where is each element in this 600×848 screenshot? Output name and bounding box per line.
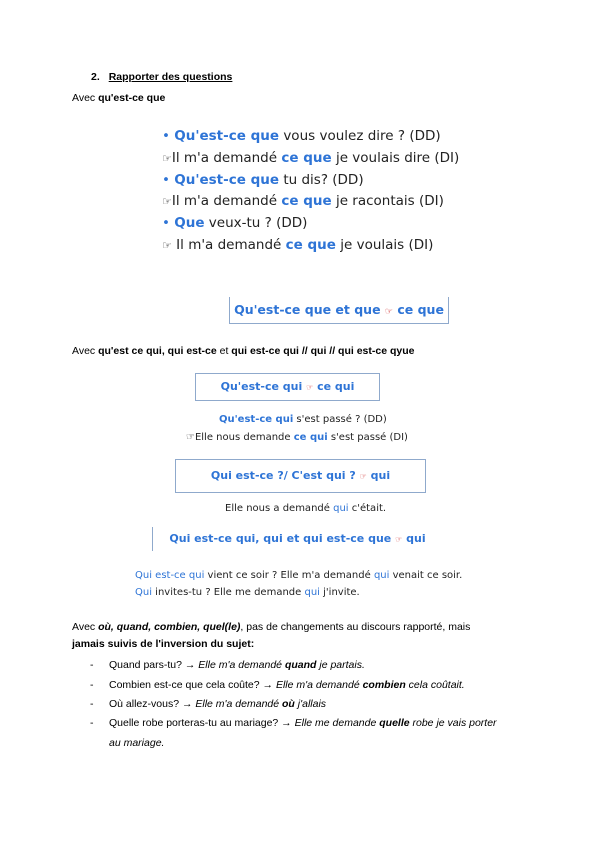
rule-box-1 xyxy=(229,297,449,324)
italic-text: Elle m'a demandé xyxy=(275,679,363,691)
section-heading xyxy=(91,71,232,83)
rule-text: Qui est-ce ?/ C'est qui ? xyxy=(210,469,360,482)
section-title: Rapporter des questions xyxy=(108,71,233,83)
rule-text: Qui est-ce qui, qui et qui est-ce que xyxy=(169,532,396,545)
text: je voulais dire (DI) xyxy=(331,150,460,166)
text: Avec xyxy=(72,621,99,633)
section-number: 2. xyxy=(91,71,100,83)
highlight: qui xyxy=(373,570,390,581)
text: Où allez-vous? → xyxy=(109,698,196,710)
intro-bold: qu'est-ce que xyxy=(98,92,166,104)
dash: - xyxy=(90,698,94,710)
paragraph-line-2 xyxy=(72,638,254,650)
intro-text: et xyxy=(216,345,232,357)
italic-text: Elle m'a demandé xyxy=(198,659,285,671)
text: s'est passé (DI) xyxy=(327,432,408,443)
example-line xyxy=(162,193,444,209)
text: venait ce soir. xyxy=(389,570,463,581)
example-line xyxy=(162,237,433,253)
intro-bold: qu'est ce qui, qui est-ce xyxy=(98,345,217,357)
rule-text: qui xyxy=(366,469,391,482)
highlight: Qu'est-ce qui xyxy=(219,414,294,425)
highlight: ce que xyxy=(281,193,332,209)
text: je voulais (DI) xyxy=(335,237,434,253)
italic-text: Elle m'a demandé xyxy=(195,698,283,710)
text: , pas de changements au discours rapporté, mais xyxy=(240,621,471,633)
italic-text: robe je vais porter xyxy=(409,717,497,729)
text: Elle nous a demandé xyxy=(225,503,334,514)
rule-text: Qu'est-ce que et que xyxy=(234,302,385,317)
text: Quelle robe porteras-tu au mariage? → xyxy=(109,717,295,729)
example-line xyxy=(162,172,364,188)
highlight: qui xyxy=(304,587,320,598)
rule-box-3 xyxy=(175,459,426,493)
highlight: Qui est-ce qui xyxy=(135,570,205,581)
highlight: Qu'est-ce que xyxy=(174,128,280,144)
text: Il m'a demandé xyxy=(171,193,282,209)
highlight: ce que xyxy=(281,150,332,166)
example-line xyxy=(219,414,387,425)
highlight: ce qui xyxy=(293,432,328,443)
dash: - xyxy=(90,679,94,691)
text: s'est passé ? (DD) xyxy=(293,414,387,425)
intro-prefix: Avec xyxy=(72,92,99,104)
bullet: • xyxy=(162,215,170,231)
text: Il m'a demandé xyxy=(171,150,282,166)
text: vient ce soir ? Elle m'a demandé xyxy=(204,570,374,581)
example-line xyxy=(135,570,462,581)
bold-italic-text: où xyxy=(282,698,295,710)
bold-italic-text: quand xyxy=(284,659,317,671)
text: vous voulez dire ? (DD) xyxy=(279,128,441,144)
bold-italic-text: où, quand, combien, quel(le) xyxy=(98,621,241,633)
bullet: • xyxy=(162,128,170,144)
dash: - xyxy=(90,717,94,729)
text: j'invite. xyxy=(319,587,360,598)
rule-text: ce que xyxy=(393,302,444,317)
pointing-hand-icon: ☞ xyxy=(162,195,172,208)
paragraph-line-1 xyxy=(72,621,528,633)
dash: - xyxy=(90,659,94,671)
example-line xyxy=(162,150,459,166)
intro-bold: qui est-ce qui // qui // qui est-ce qyue xyxy=(231,345,415,357)
text: Il m'a demandé xyxy=(171,237,286,253)
rule-box-2 xyxy=(195,373,380,401)
rule-text: ce qui xyxy=(313,380,355,393)
intro-line-1 xyxy=(72,92,165,104)
example-line xyxy=(162,128,441,144)
intro-prefix: Avec xyxy=(72,345,99,357)
text: c'était. xyxy=(348,503,387,514)
rule-text: Qu'est-ce qui xyxy=(220,380,307,393)
example-line xyxy=(162,215,307,231)
text: Combien est-ce que cela coûte? → xyxy=(109,679,276,691)
list-continuation: au mariage. xyxy=(109,737,165,749)
text: tu dis? (DD) xyxy=(279,172,364,188)
highlight: ce que xyxy=(285,237,336,253)
bold-italic-text: quelle xyxy=(379,717,410,729)
example-line xyxy=(186,432,408,443)
example-line xyxy=(135,587,360,598)
text: Quand pars-tu? → xyxy=(109,659,199,671)
example-line xyxy=(225,503,386,514)
text: invites-tu ? Elle me demande xyxy=(152,587,305,598)
pointing-hand-icon: ☞ xyxy=(306,383,314,392)
rule-box-4 xyxy=(152,527,442,551)
bold-text: jamais suivis de l'inversion du sujet: xyxy=(72,638,255,650)
text: veux-tu ? (DD) xyxy=(204,215,308,231)
pointing-hand-icon: ☞ xyxy=(162,239,172,252)
pointing-hand-icon: ☞ xyxy=(384,307,393,317)
text: je racontais (DI) xyxy=(331,193,444,209)
rule-text: qui xyxy=(402,532,426,545)
italic-text: je partais. xyxy=(316,659,365,671)
highlight: Qui xyxy=(135,587,152,598)
highlight: qui xyxy=(333,503,349,514)
pointing-hand-icon: ☞ xyxy=(395,535,403,544)
pointing-hand-icon: ☞ xyxy=(359,472,367,481)
italic-text: cela coûtait. xyxy=(405,679,465,691)
bold-italic-text: combien xyxy=(362,679,406,691)
bullet: • xyxy=(162,172,170,188)
intro-line-2 xyxy=(72,345,414,357)
highlight: Qu'est-ce que xyxy=(174,172,280,188)
text: ☞Elle nous demande xyxy=(186,432,294,443)
italic-text: Elle me demande xyxy=(294,717,380,729)
pointing-hand-icon: ☞ xyxy=(162,152,172,165)
highlight: Que xyxy=(174,215,205,231)
italic-text: j'allais xyxy=(294,698,327,710)
